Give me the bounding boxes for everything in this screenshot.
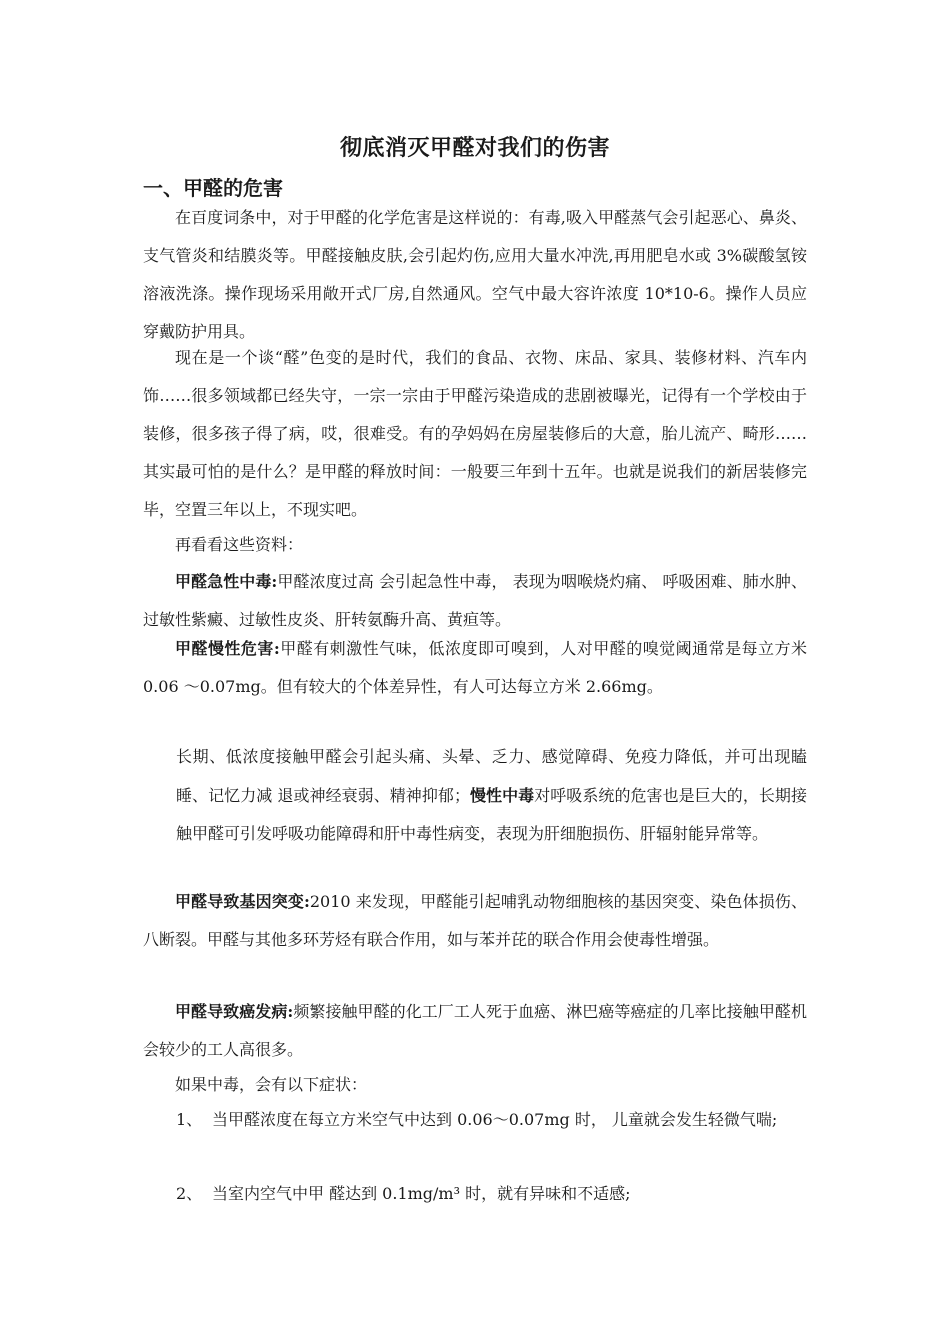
paragraph-formaldehyde-era: 现在是一个谈“醛”色变的是时代，我们的食品、衣物、床品、家具、装修材料、汽车内饰……很多领域都已经失守，一宗一宗由于甲醛污染造成的悲剧被曝光，记得有一个学校由于装修，很多孩子得了病，哎，很难受。有的孕妈妈在房屋装修后的大意，胎儿流产、畸形……其实最可怕的是什么？是甲醛的释放时间：一般要三年到十五年。也就是说我们的新居装修完毕，空置三年以上，不现实吧。 bbox=[143, 348, 807, 519]
symptom-list-item-2 bbox=[176, 1175, 807, 1213]
paragraph-chronic-harm bbox=[143, 630, 807, 706]
paragraph-baidu-definition: 在百度词条中，对于甲醛的化学危害是这样说的：有毒,吸入甲醛蒸气会引起恶心、鼻炎、支气管炎和结膜炎等。甲醛接触皮肤,会引起灼伤,应用大量水冲洗,再用肥皂水或 3%碳酸氢铵溶液洗涤。操作现场采用敞开式厂房,自然通风。空气中最大容许浓度 10*10-6。操作人员应穿戴防护用具。 bbox=[143, 208, 807, 341]
document-title: 彻底消灭甲醛对我们的伤害 bbox=[339, 136, 610, 161]
paragraph-see-materials: 再看看这些资料： bbox=[175, 535, 304, 554]
list-number: 1、 bbox=[176, 1110, 203, 1129]
chronic-poisoning-label: 慢性中毒 bbox=[469, 785, 535, 805]
paragraph-cancer bbox=[143, 993, 807, 1069]
section-heading: 一、甲醛的危害 bbox=[143, 176, 283, 200]
paragraph-acute-poisoning bbox=[143, 563, 807, 639]
acute-poisoning-label: 甲醛急性中毒: bbox=[175, 572, 278, 591]
cancer-label: 甲醛导致癌发病: bbox=[175, 1002, 294, 1021]
long-term-exposure-text-a: 长期、低浓度接触甲醛会引起头痛、头晕、乏力、感觉障碍、免疫力降低，并可出现瞌睡、记忆力减 退或神经衰弱、精神抑郁； bbox=[176, 747, 807, 805]
symptom-list-item-1 bbox=[176, 1101, 807, 1139]
list-text: 当室内空气中甲 醛达到 0.1mg/m³ 时，就有异味和不适感; bbox=[212, 1184, 631, 1203]
list-number: 2、 bbox=[176, 1184, 203, 1203]
chronic-harm-text: 甲醛有刺激性气味，低浓度即可嗅到，人对甲醛的嗅觉阈通常是每立方米 0.06 ～0.07mg。但有较大的个体差异性，有人可达每立方米 2.66mg。 bbox=[143, 639, 807, 696]
paragraph-symptoms-intro: 如果中毒，会有以下症状： bbox=[175, 1075, 368, 1094]
chronic-harm-label: 甲醛慢性危害: bbox=[175, 639, 280, 658]
cancer-text: 频繁接触甲醛的化工厂工人死于血癌、淋巴癌等癌症的几率比接触甲醛机会较少的工人高很多。 bbox=[143, 1002, 807, 1059]
list-text: 当甲醛浓度在每立方米空气中达到 0.06～0.07mg 时， 儿童就会发生轻微气喘; bbox=[212, 1110, 778, 1129]
long-term-exposure-text-b: 对呼吸系统的危害也是巨大的，长期接触甲醛可引发呼吸功能障碍和肝中毒性病变，表现为肝细胞损伤、肝辐射能异常等。 bbox=[176, 785, 807, 843]
paragraph-gene-mutation bbox=[143, 883, 807, 959]
gene-mutation-label: 甲醛导致基因突变: bbox=[175, 892, 310, 911]
gene-mutation-text: 2010 来发现，甲醛能引起哺乳动物细胞核的基因突变、染色体损伤、八断裂。甲醛与其他多环芳烃有联合作用，如与苯并芘的联合作用会使毒性增强。 bbox=[143, 892, 807, 949]
acute-poisoning-text: 甲醛浓度过高 会引起急性中毒， 表现为咽喉烧灼痛、 呼吸困难、肺水肿、过敏性紫癜、过敏性皮炎、肝转氨酶升高、黄疸等。 bbox=[143, 572, 807, 629]
paragraph-long-term-exposure bbox=[176, 738, 807, 854]
